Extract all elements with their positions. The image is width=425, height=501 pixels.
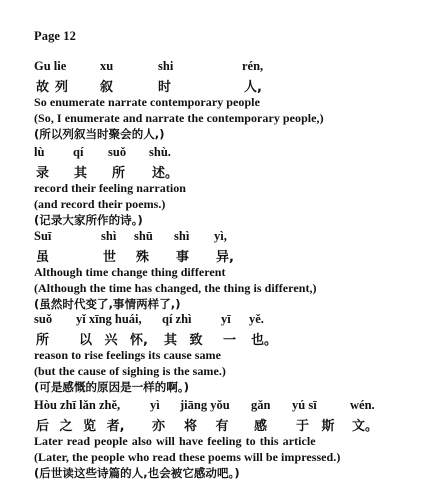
- pinyin-word: rén,: [242, 59, 264, 73]
- english-gloss: (but the cause of sighing is the same.): [34, 364, 226, 378]
- hanzi-row: [34, 246, 414, 264]
- pinyin-word: yì,: [214, 229, 227, 243]
- hanzi-word: 录: [36, 166, 50, 181]
- hanzi-word: 虽: [36, 250, 50, 265]
- literal-translation: So enumerate narrate contemporary people: [34, 95, 260, 109]
- pinyin-word: yú sī: [292, 398, 317, 412]
- pinyin-row: [34, 145, 414, 162]
- pinyin-word: yī: [221, 312, 231, 326]
- literal-translation: reason to rise feelings its cause same: [34, 348, 221, 362]
- stanza-5: [34, 398, 414, 481]
- stanza-2: [34, 145, 414, 228]
- hanzi-word: 以 兴 怀,: [79, 333, 148, 348]
- pinyin-word: jiāng yǒu: [180, 398, 230, 412]
- chinese-paraphrase: (记录大家所作的诗。): [34, 213, 143, 227]
- hanzi-word: 殊: [136, 250, 150, 265]
- english-gloss: (So, I enumerate and narrate the contemporary people,): [34, 111, 324, 125]
- chinese-paraphrase: (所以列叙当时聚会的人,): [34, 127, 165, 141]
- hanzi-row: [34, 329, 414, 347]
- pinyin-word: qí: [73, 145, 84, 159]
- pinyin-word: Suī: [34, 229, 52, 243]
- hanzi-word: 事: [176, 250, 190, 265]
- hanzi-word: 所: [112, 166, 126, 181]
- pinyin-word: yì: [150, 398, 160, 412]
- hanzi-word: 文。: [352, 419, 379, 434]
- chinese-paraphrase: (后世读这些诗篇的人,也会被它感动吧。): [34, 466, 240, 480]
- hanzi-word: 感: [254, 419, 268, 434]
- hanzi-word: 将 有: [184, 419, 229, 434]
- hanzi-word: 世: [103, 250, 117, 265]
- english-gloss: (Later, the people who read these poems will be impressed.): [34, 450, 341, 464]
- hanzi-word: 也。: [251, 333, 278, 348]
- pinyin-word: shi: [158, 59, 174, 73]
- stanza-3: [34, 229, 414, 312]
- hanzi-row: [34, 415, 414, 433]
- hanzi-row: [34, 76, 414, 94]
- pinyin-word: shù.: [149, 145, 171, 159]
- pinyin-word: shū: [134, 229, 153, 243]
- pinyin-word: qí zhì: [162, 312, 192, 326]
- hanzi-word: 于 斯: [296, 419, 335, 434]
- hanzi-word: 其 致: [164, 333, 203, 348]
- hanzi-word: 述。: [152, 166, 179, 181]
- pinyin-word: gǎn: [251, 398, 271, 412]
- pinyin-row: [34, 398, 414, 415]
- pinyin-word: xu: [100, 59, 114, 73]
- hanzi-word: 其: [74, 166, 88, 181]
- hanzi-word: 人,: [244, 80, 262, 95]
- pinyin-word: shì: [174, 229, 190, 243]
- hanzi-word: 一: [223, 333, 237, 348]
- stanza-4: [34, 312, 414, 395]
- literal-translation: Although time change thing different: [34, 265, 226, 279]
- hanzi-word: 所: [36, 333, 50, 348]
- hanzi-word: 叙: [100, 80, 114, 95]
- pinyin-word: lù: [34, 145, 45, 159]
- pinyin-word: yǐ xīng huái,: [76, 312, 142, 326]
- pinyin-word: wén.: [350, 398, 375, 412]
- hanzi-row: [34, 162, 414, 180]
- chinese-paraphrase: (虽然时代变了,事情两样了,): [34, 297, 181, 311]
- pinyin-word: shì: [101, 229, 117, 243]
- pinyin-row: [34, 229, 414, 246]
- english-gloss: (and record their poems.): [34, 197, 166, 211]
- stanza-1: [34, 59, 414, 142]
- pinyin-row: [34, 312, 414, 329]
- hanzi-word: 时: [158, 80, 172, 95]
- literal-translation: Later read people also will have feeling to this article: [34, 434, 316, 448]
- pinyin-row: [34, 59, 414, 76]
- literal-translation: record their feeling narration: [34, 181, 187, 195]
- hanzi-word: 后 之 览 者,: [36, 419, 125, 434]
- pinyin-word: suǒ: [108, 145, 127, 159]
- english-gloss: (Although the time has changed, the thing is different,): [34, 281, 317, 295]
- pinyin-word: Gu lie: [34, 59, 67, 73]
- pinyin-word: Hòu zhī lǎn zhě,: [34, 398, 121, 412]
- hanzi-word: 异,: [216, 250, 234, 265]
- hanzi-word: 故列: [36, 80, 75, 95]
- pinyin-word: suǒ: [34, 312, 53, 326]
- hanzi-word: 亦: [152, 419, 166, 434]
- pinyin-word: yě.: [249, 312, 264, 326]
- page-number: Page 12: [34, 29, 77, 43]
- chinese-paraphrase: (可是感慨的原因是一样的啊。): [34, 380, 190, 394]
